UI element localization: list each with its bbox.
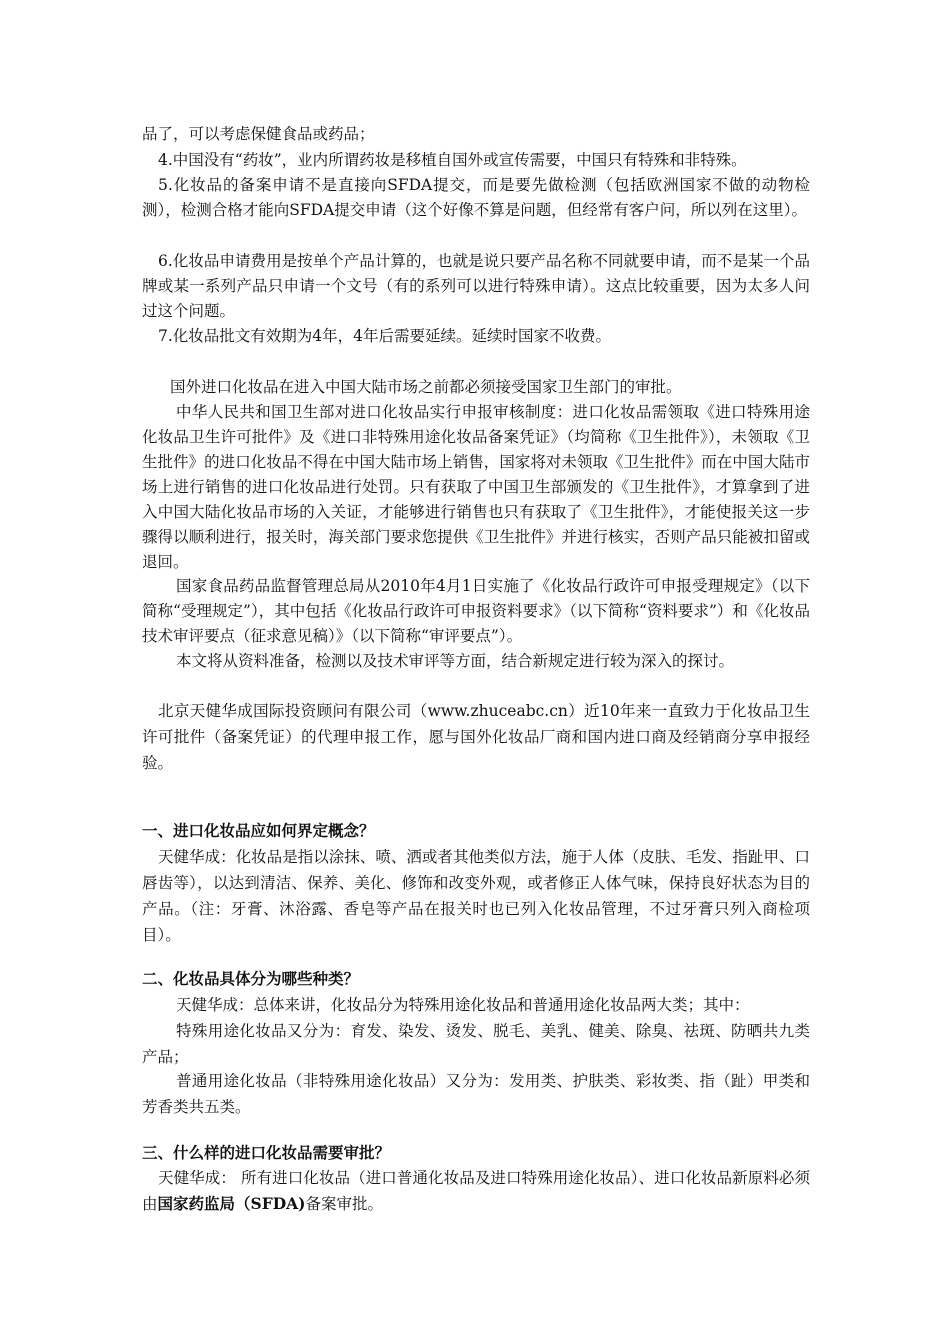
company-paragraph: 北京天健华成国际投资顾问有限公司（www.zhuceabc.cn）近10年来一直致力于化妆品卫生许可批件（备案凭证）的代理申报工作，愿与国外化妆品厂商和国内进口商及经销商分享申报经验。 (142, 702, 810, 772)
list-item-5: 5.化妆品的备案申请不是直接向SFDA提交，而是要先做检测（包括欧洲国家不做的动物检测），检测合格才能向SFDA提交申请（这个好像不算是问题，但经常有客户问，所以列在这里）。 (142, 176, 810, 219)
section-answer-2-special: 特殊用途化妆品又分为：育发、染发、烫发、脱毛、美乳、健美、除臭、祛斑、防晒共九类产品； (142, 1022, 810, 1066)
section-heading-3: 三、什么样的进口化妆品需要审批？ (142, 1143, 391, 1162)
intro-paragraph-1: 国外进口化妆品在进入中国大陆市场之前都必须接受国家卫生部门的审批。 (170, 378, 682, 396)
section-heading-1: 一、进口化妆品应如何界定概念？ (142, 821, 375, 840)
list-item-7: 7.化妆品批文有效期为4年，4年后需要延续。延续时国家不收费。 (158, 327, 612, 345)
section-answer-1: 天健华成：化妆品是指以涂抹、喷、洒或者其他类似方法，施于人体（皮肤、毛发、指趾甲、口唇齿等），以达到清洁、保养、美化、修饰和改变外观，或者修正人体气味，保持良好状态为目的产品。（注：牙膏、沐浴露、香皂等产品在报关时也已列入化妆品管理，不过牙膏只列入商检项目）。 (142, 848, 810, 944)
section-answer-3 (142, 1165, 810, 1217)
intro-paragraph-3: 国家食品药品监督管理总局从2010年4月1日实施了《化妆品行政许可申报受理规定》（以下简称“受理规定”），其中包括《化妆品行政许可申报资料要求》（以下简称“资料要求”）和《化妆品技术审评要点（征求意见稿）》（以下简称“审评要点”）。 (142, 577, 810, 645)
answer-3-tail: 备案审批。 (305, 1195, 384, 1213)
intro-paragraph-2: 中华人民共和国卫生部对进口化妆品实行申报审核制度：进口化妆品需领取《进口特殊用途化妆品卫生许可批件》及《进口非特殊用途化妆品备案凭证》（均简称《卫生批件》），未领取《卫生批件》的进口化妆品不得在中国大陆市场上销售，国家将对未领取《卫生批件》而在中国大陆市场上进行销售的进口化妆品进行处罚。只有获取了中国卫生部颁发的《卫生批件》，才算拿到了进入中国大陆化妆品市场的入关证，才能够进行销售也只有获取了《卫生批件》，才能使报关这一步骤得以顺利进行，报关时，海关部门要求您提供《卫生批件》并进行核实，否则产品只能被扣留或退回。 (142, 403, 810, 571)
section-heading-2: 二、化妆品具体分为哪些种类？ (142, 969, 360, 988)
sfda-highlight: 国家药监局（SFDA) (157, 1194, 306, 1213)
answer-3-text: 天健华成： 所有进口化妆品（进口普通化妆品及进口特殊用途化妆品）、进口化妆品新原料必须由 (142, 1169, 810, 1213)
section-answer-2-ordinary: 普通用途化妆品（非特殊用途化妆品）又分为：发用类、护肤类、彩妆类、指（趾）甲类和芳香类共五类。 (142, 1072, 810, 1116)
intro-paragraph-4: 本文将从资料准备，检测以及技术审评等方面，结合新规定进行较为深入的探讨。 (176, 652, 735, 670)
list-item-6: 6.化妆品申请费用是按单个产品计算的，也就是说只要产品名称不同就要申请，而不是某一个品牌或某一系列产品只申请一个文号（有的系列可以进行特殊申请）。这点比较重要，因为太多人问过这个问题。 (142, 252, 810, 320)
list-item-4: 4.中国没有“药妆”，业内所谓药妆是移植自国外或宣传需要，中国只有特殊和非特殊。 (158, 151, 747, 169)
list-item-continuation: 品了，可以考虑保健食品或药品； (142, 125, 375, 143)
section-answer-2-intro: 天健华成：总体来讲，化妆品分为特殊用途化妆品和普通用途化妆品两大类；其中： (176, 996, 750, 1014)
